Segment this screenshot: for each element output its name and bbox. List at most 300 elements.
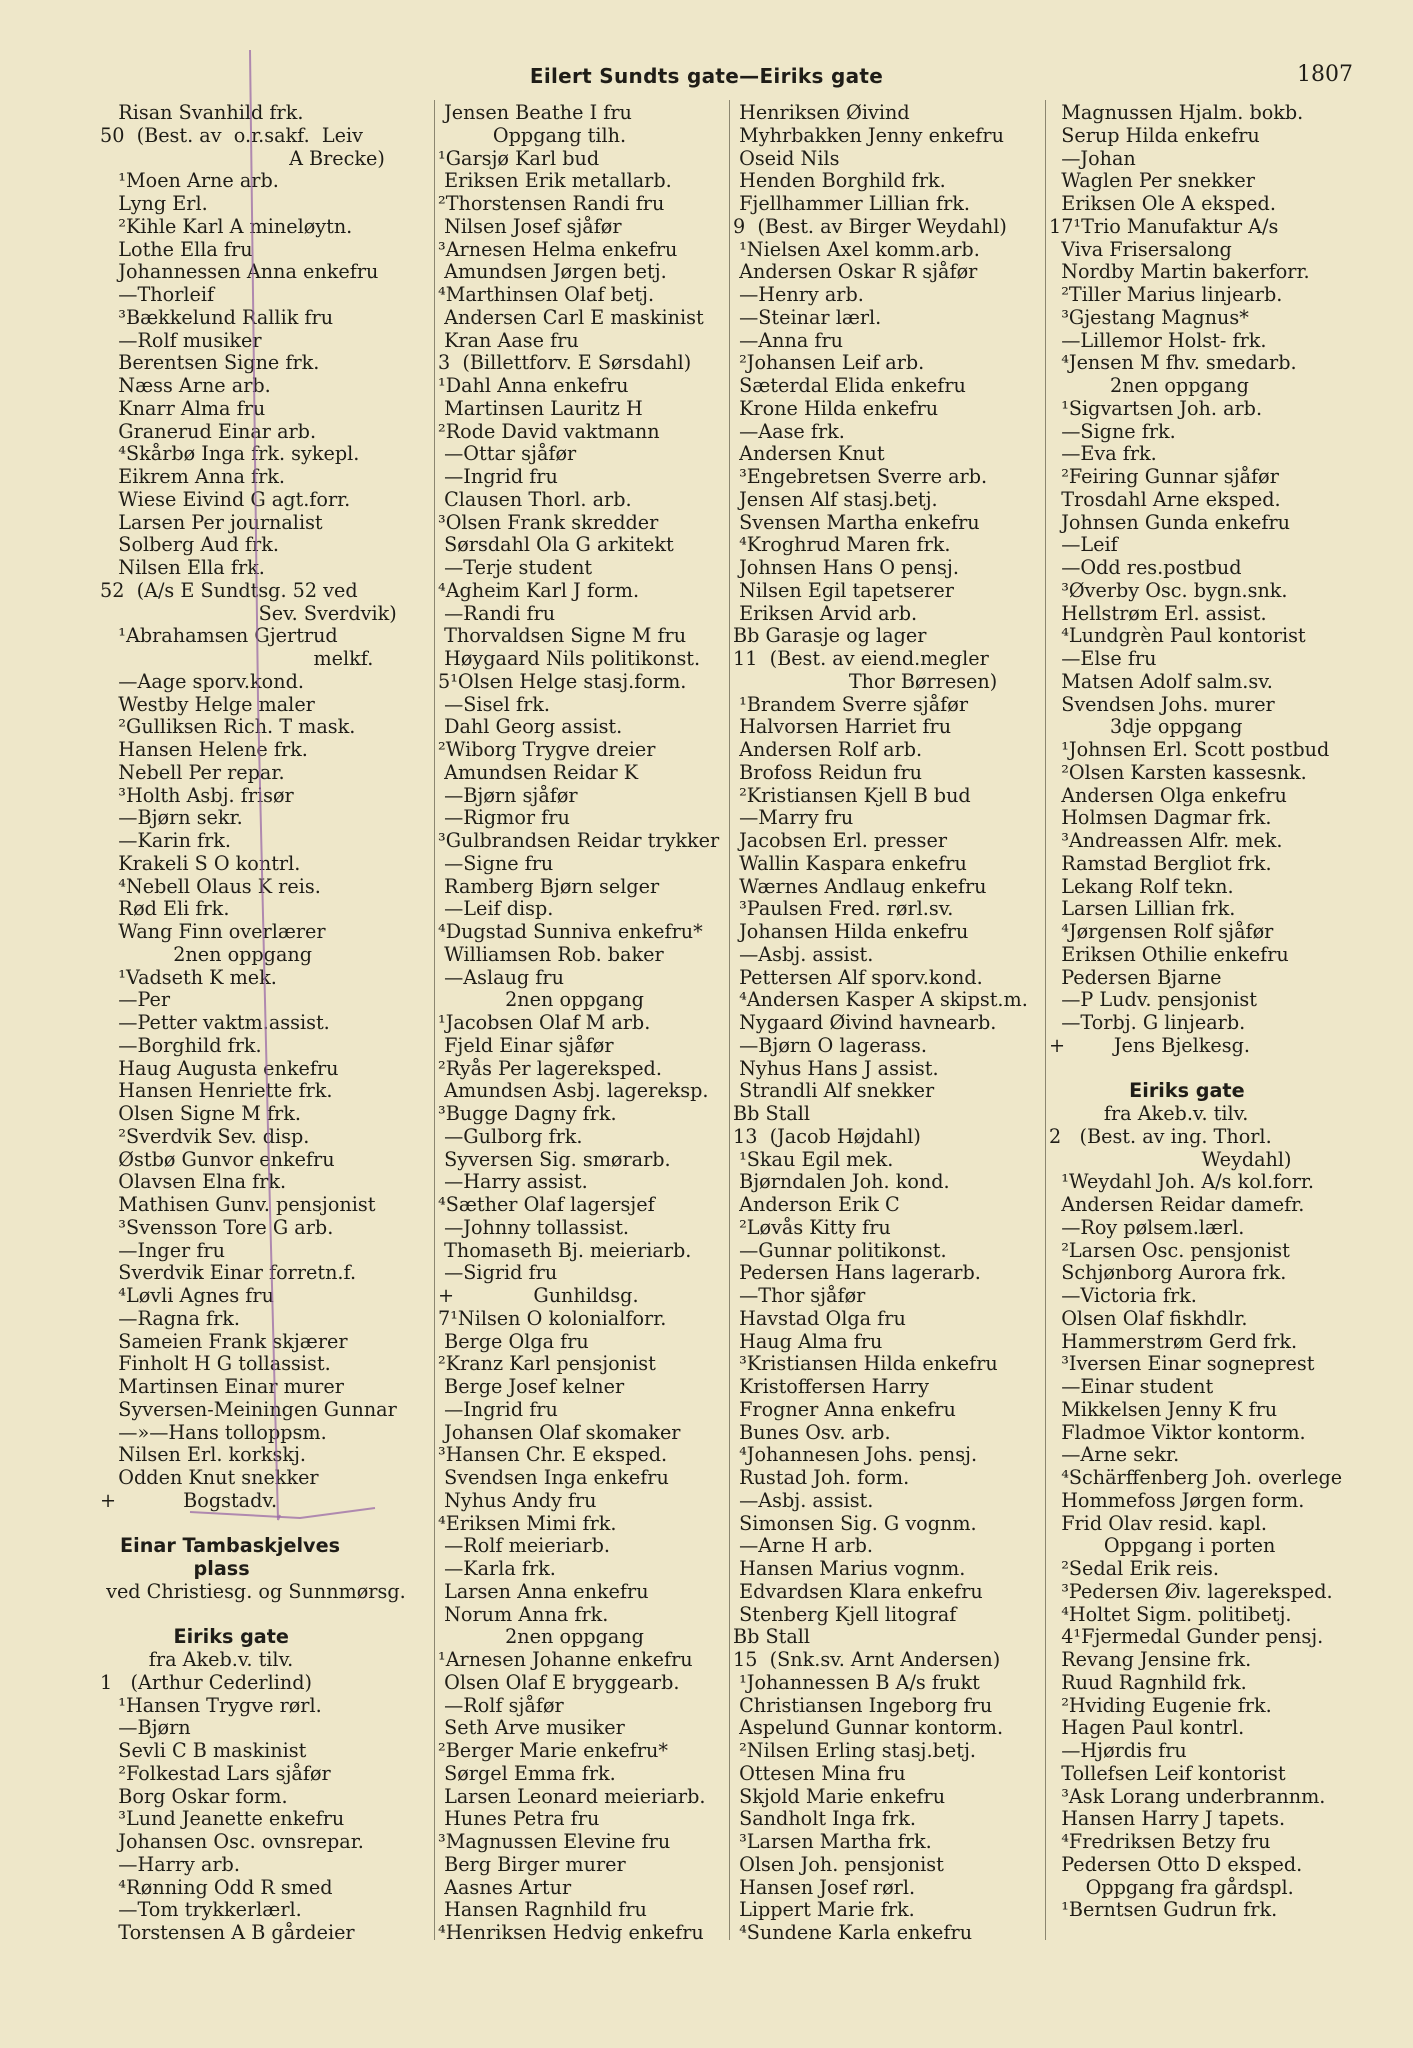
directory-line: Aasnes Artur [438,1875,572,1899]
directory-line: Eriksen Arvid arb. [733,601,918,625]
directory-line: ⁴Schärffenberg Joh. overlege [1049,1466,1343,1489]
directory-line: ²Rode David vaktmann [438,419,660,443]
directory-line: Thorvaldsen Signe M fru [438,624,687,648]
directory-line: ³Lund Jeanette enkefru [100,1807,345,1831]
directory-line: —Ragna frk. [100,1306,240,1330]
directory-line: A Brecke) [100,146,385,170]
directory-line: ³Andreassen Alfr. mek. [1049,829,1283,852]
directory-line: Wang Finn overlærer [100,920,326,943]
directory-line: Østbø Gunvor enkefru [100,1147,335,1171]
directory-line: —Signe fru [438,851,554,875]
directory-line: 3dje oppgang [1049,715,1243,739]
directory-line: ³Hansen Chr. E eksped. [438,1443,668,1467]
directory-line: —Terje student [438,556,593,579]
directory-line: Revang Jensine frk. [1049,1648,1252,1671]
directory-line: plass [100,1557,250,1580]
directory-line: —Harry arb. [100,1852,240,1876]
directory-line: 2nen oppgang [100,942,313,966]
directory-line: Hagen Paul kontrl. [1049,1716,1245,1740]
directory-line: —Gunnar politikonst. [733,1238,947,1262]
directory-line: ⁴Nebell Olaus K reis. [100,874,321,898]
directory-line: Myhrbakken Jenny enkefru [733,123,1004,147]
directory-line: Magnussen Hjalm. bokb. [1049,101,1304,124]
directory-line: Viva Frisersalong [1049,237,1232,261]
directory-line: ¹Weydahl Joh. A/s kol.forr. [1049,1170,1315,1194]
directory-line: Ramstad Bergliot frk. [1049,851,1272,875]
directory-line: Sørsdahl Ola G arkitekt [438,533,674,557]
directory-line: Henriksen Øivind [733,101,910,124]
directory-line: + Bogstadv. [100,1488,278,1512]
directory-line: Mikkelsen Jenny K fru [1049,1397,1278,1421]
directory-line: ³Magnussen Elevine fru [438,1830,671,1853]
directory-line: —Gulborg frk. [438,1124,583,1148]
directory-line: —Karla frk. [438,1557,556,1580]
directory-line: Wallin Kaspara enkefru [733,851,967,875]
directory-line: Kristoffersen Harry [733,1375,930,1398]
directory-line: ¹Berntsen Gudrun frk. [1049,1898,1278,1922]
directory-line: 52 (A/s E Sundtsg. 52 ved [100,578,358,602]
directory-line: Johnsen Gunda enkefru [1049,510,1291,534]
directory-line: Rød Eli frk. [100,897,230,921]
directory-line: —Else fru [1049,647,1157,670]
directory-line: Andersen Rolf arb. [733,738,923,761]
directory-line: ⁴Holtet Sigm. politibetj. [1049,1602,1292,1626]
directory-line: 17¹Trio Manufaktur A/s [1049,214,1279,238]
directory-line: Olavsen Elna frk. [100,1170,287,1194]
directory-line: ²Gulliksen Rich. T mask. [100,715,356,739]
directory-line: Fladmoe Viktor kontorm. [1049,1420,1306,1444]
directory-line: Thor Børresen) [733,669,998,693]
directory-line: —Einar student [1049,1375,1214,1398]
directory-line: Fjeld Einar sjåfør [438,1033,614,1057]
directory-line: —Rigmor fru [438,806,570,830]
directory-line: ³Olsen Frank skredder [438,510,659,534]
directory-line: —Rolf sjåfør [438,1693,564,1717]
directory-line: Bb Garasje og lager [733,624,927,648]
directory-line: —Per [100,988,171,1012]
directory-line: Amundsen Reidar K [438,760,639,784]
directory-line: Eriksen Othilie enkefru [1049,942,1289,966]
directory-line: Hellstrøm Erl. assist. [1049,601,1267,625]
directory-line: ¹Jacobsen Olaf M arb. [438,1011,651,1034]
directory-line: Nyhus Hans J assist. [733,1056,939,1080]
directory-line [100,1513,430,1536]
directory-line: ³Kristiansen Hilda enkefru [733,1352,998,1376]
directory-line: ⁴Andersen Kasper A skipst.m. [733,988,1028,1012]
directory-line: Nygaard Øivind havnearb. [733,1011,997,1034]
directory-line: ¹Dahl Anna enkefru [438,374,629,397]
directory-line: Jacobsen Erl. presser [733,829,948,852]
directory-line: —Bjørn [100,1716,191,1740]
directory-line: ¹Johannessen B A/s frukt [733,1670,980,1694]
directory-line: Borg Oskar form. [100,1784,288,1808]
directory-line: Bb Stall [733,1625,811,1649]
directory-line: Eikrem Anna frk. [100,465,285,488]
directory-line: Weydahl) [1049,1147,1292,1171]
directory-line: Amundsen Jørgen betj. [438,260,667,284]
directory-line: Bjørndalen Joh. kond. [733,1170,950,1194]
directory-line: Haug Augusta enkefru [100,1056,339,1080]
directory-line: Christiansen Ingeborg fru [733,1693,993,1717]
directory-line: ⁴Johannesen Johs. pensj. [733,1443,978,1467]
directory-line: —Leif disp. [438,897,554,921]
directory-line: ⁴Dugstad Sunniva enkefru* [438,920,703,943]
directory-line: Eiriks gate [100,1625,289,1649]
directory-line: Sameien Frank skjærer [100,1329,348,1353]
column-divider [729,100,730,1940]
directory-line: Bb Stall [733,1102,811,1125]
directory-line: Andersen Olga enkefru [1049,783,1287,807]
directory-line: —Inger fru [100,1238,225,1262]
directory-line: ⁴Lundgrèn Paul kontorist [1049,624,1306,648]
directory-line: Oppgang i porten [1049,1534,1276,1558]
directory-line: Solberg Aud frk. [100,533,279,557]
directory-line: Seth Arve musiker [438,1716,625,1740]
directory-line: —Signe frk. [1049,419,1176,443]
page-title: Eilert Sundts gate—Eiriks gate [529,64,884,88]
directory-line: Hommefoss Jørgen form. [1049,1488,1305,1512]
directory-line: Høygaard Nils politikonst. [438,647,701,670]
directory-line: ⁴Marthinsen Olaf betj. [438,283,655,306]
directory-line: Stenberg Kjell litograf [733,1602,957,1626]
directory-line: 15 (Snk.sv. Arnt Andersen) [733,1648,1001,1671]
directory-line: ³Gjestang Magnus* [1049,305,1249,329]
directory-line: Hansen Henriette frk. [100,1079,333,1103]
directory-line: Martinsen Einar murer [100,1375,344,1398]
directory-line: ¹Johnsen Erl. Scott postbud [1049,738,1330,761]
directory-line: Nilsen Josef sjåfør [438,214,622,238]
directory-line: 4¹Fjermedal Gunder pensj. [1049,1625,1324,1649]
directory-line: —Ottar sjåfør [438,442,577,466]
directory-line: Svensen Martha enkefru [733,510,980,534]
directory-line: Olsen Joh. pensjonist [733,1852,944,1876]
directory-line: Johnsen Hans O pensj. [733,556,959,579]
directory-line: Ottesen Mina fru [733,1761,906,1785]
column-3 [733,102,1043,1945]
directory-line: ⁴Løvli Agnes fru [100,1284,274,1307]
directory-line: Eriksen Ole A eksped. [1049,192,1276,215]
directory-line: ²Nilsen Erling stasj.betj. [733,1739,976,1762]
directory-line: —Aase frk. [733,419,845,443]
directory-line: Andersen Oskar R sjåfør [733,260,978,284]
directory-line: —Odd res.postbud [1049,556,1242,579]
directory-line: ²Ryås Per lagereksped. [438,1056,662,1080]
directory-line: —Rolf musiker [100,328,262,352]
directory-line: —Bjørn sjåfør [438,783,578,807]
directory-line: Jensen Alf stasj.betj. [733,487,938,511]
directory-line: Pedersen Bjarne [1049,965,1222,989]
directory-line: Norum Anna frk. [438,1602,609,1626]
directory-line: 1 (Arthur Cederlind) [100,1670,312,1694]
directory-line: Serup Hilda enkefru [1049,123,1260,147]
directory-line: —Harry assist. [438,1170,588,1194]
directory-line: ³Svensson Tore G arb. [100,1215,334,1239]
column-1 [100,102,430,1945]
directory-line: Sæterdal Elida enkefru [733,374,966,397]
directory-line: —Aage sporv.kond. [100,669,304,693]
directory-line: Syversen-Meiningen Gunnar [100,1397,397,1421]
directory-line: ⁴Kroghrud Maren frk. [733,533,951,557]
directory-line: Eriksen Erik metallarb. [438,169,672,193]
directory-line: —Karin frk. [100,829,232,852]
directory-line: Nordby Martin bakerforr. [1049,260,1310,284]
directory-line: Sevli C B maskinist [100,1739,307,1762]
directory-line: ³Bugge Dagny frk. [438,1102,617,1125]
directory-line: Aspelund Gunnar kontorm. [733,1716,1004,1740]
directory-line: ²Olsen Karsten kassesnk. [1049,760,1307,784]
directory-line: Larsen Per journalist [100,510,323,534]
directory-line: Halvorsen Harriet fru [733,715,952,739]
directory-line: —Ingrid fru [438,465,558,488]
directory-line: Nyhus Andy fru [438,1488,597,1512]
directory-line: ²Feiring Gunnar sjåfør [1049,465,1279,488]
directory-line: —Arne H arb. [733,1534,873,1558]
directory-line: Johansen Hilda enkefru [733,920,969,943]
directory-line: ¹Moen Arne arb. [100,169,279,193]
directory-line: Edvardsen Klara enkefru [733,1579,983,1603]
directory-line: Torstensen A B gårdeier [100,1921,355,1944]
directory-line: ²Kihle Karl A mineløytn. [100,214,353,238]
directory-line: ¹Vadseth K mek. [100,965,277,989]
directory-line: ¹Nielsen Axel komm.arb. [733,237,980,261]
directory-line: Svendsen Johs. murer [1049,692,1275,716]
directory-line: ³Pedersen Øiv. lagereksped. [1049,1579,1333,1603]
directory-line: Larsen Lillian frk. [1049,897,1236,921]
directory-line: ¹Hansen Trygve rørl. [100,1693,322,1717]
directory-line: Olsen Olaf fiskhdlr. [1049,1306,1248,1330]
directory-line: Ramberg Bjørn selger [438,874,660,898]
directory-line: Knarr Alma fru [100,396,266,420]
directory-line: Hansen Marius vognm. [733,1557,966,1580]
directory-line: ³Holth Asbj. frisør [100,783,294,807]
directory-line: —Petter vaktm.assist. [100,1011,330,1034]
directory-line: Nilsen Egil tapetserer [733,578,954,602]
directory-line: Havstad Olga fru [733,1306,906,1330]
directory-line: —Bjørn sekr. [100,806,243,830]
directory-line: —Steinar lærl. [733,305,882,329]
directory-line: —Ingrid fru [438,1397,558,1421]
directory-line: Hansen Helene frk. [100,738,308,761]
directory-line: ²Hviding Eugenie frk. [1049,1693,1272,1717]
directory-line: Johannessen Anna enkefru [100,260,379,284]
directory-line: Westby Helge maler [100,692,315,716]
directory-line: Wiese Eivind G agt.forr. [100,487,351,511]
directory-line: Krone Hilda enkefru [733,396,939,420]
directory-line: Bunes Osv. arb. [733,1420,891,1444]
directory-line: —P Ludv. pensjonist [1049,988,1257,1012]
directory-line: Oppgang fra gårdspl. [1049,1875,1294,1899]
directory-line: Tollefsen Leif kontorist [1049,1761,1286,1785]
directory-line: Kran Aase fru [438,328,579,352]
directory-line: Simonsen Sig. G vognm. [733,1511,977,1535]
directory-line: ²Berger Marie enkefru* [438,1739,668,1762]
directory-line: ³Arnesen Helma enkefru [438,237,678,261]
directory-line: Frogner Anna enkefru [733,1397,956,1421]
directory-line: ⁴Sæther Olaf lagersjef [438,1193,655,1216]
directory-line: Lekang Rolf tekn. [1049,874,1234,898]
directory-line: Lippert Marie frk. [733,1898,915,1922]
directory-line: Hansen Ragnhild fru [438,1898,647,1922]
directory-line: Amundsen Asbj. lagereksp. [438,1079,709,1103]
directory-line: Williamsen Rob. baker [438,942,664,966]
directory-line: melkf. [100,647,374,670]
directory-line: 11 (Best. av eiend.megler [733,647,989,670]
directory-line: Holmsen Dagmar frk. [1049,806,1272,830]
directory-line: Strandli Alf snekker [733,1079,935,1103]
directory-line: 5¹Olsen Helge stasj.form. [438,669,687,693]
directory-line: Berge Olga fru [438,1329,589,1353]
directory-line: Granerud Einar arb. [100,419,317,443]
directory-line: Lothe Ella fru [100,237,253,261]
directory-line: ved Christiesg. og Sunnmørsg. [100,1579,406,1603]
directory-line: Nebell Per repar. [100,760,285,784]
directory-line: ²Kristiansen Kjell B bud [733,783,971,807]
directory-line: Sandholt Inga frk. [733,1807,916,1831]
directory-line: Risan Svanhild frk. [100,101,304,124]
directory-line: Finholt H G tollassist. [100,1352,331,1376]
directory-line: Trosdahl Arne eksped. [1049,487,1281,511]
directory-line: —»—Hans tolloppsm. [100,1420,327,1444]
directory-line: ³Gulbrandsen Reidar trykker [438,829,720,852]
directory-line: Wærnes Andlaug enkefru [733,874,987,898]
directory-line: ³Iversen Einar sogneprest [1049,1352,1315,1376]
directory-line: ⁴Eriksen Mimi frk. [438,1511,617,1535]
directory-line: Svendsen Inga enkefru [438,1466,669,1489]
directory-line: Nilsen Ella frk. [100,556,265,579]
directory-line: Andersen Carl E maskinist [438,305,704,329]
directory-line: —Marry fru [733,806,854,830]
directory-line: —Borghild frk. [100,1033,262,1057]
directory-line: Einar Tambaskjelves [100,1534,341,1558]
directory-line: Larsen Anna enkefru [438,1579,649,1603]
directory-line: Larsen Leonard meieriarb. [438,1784,706,1808]
directory-line: Berge Josef kelner [438,1375,625,1398]
directory-line: Anderson Erik C [733,1193,900,1216]
directory-line: 7¹Nilsen O kolonialforr. [438,1306,667,1330]
directory-line: Rustad Joh. form. [733,1466,910,1489]
directory-line: 9 (Best. av Birger Weydahl) [733,214,1007,238]
directory-line: Thomaseth Bj. meieriarb. [438,1238,692,1262]
directory-line: —Aslaug fru [438,965,564,989]
directory-line: ⁴Fredriksen Betzy fru [1049,1830,1271,1853]
directory-line: —Henry arb. [733,283,864,306]
directory-line: —Randi fru [438,601,556,625]
directory-line: Fjellhammer Lillian frk. [733,192,970,215]
directory-line: Johansen Osc. ovnsrepar. [100,1830,364,1853]
directory-line: ²Thorstensen Randi fru [438,192,665,215]
directory-line: + Jens Bjelkesg. [1049,1033,1250,1057]
directory-line: Oppgang tilh. [438,123,627,147]
directory-line: Odden Knut snekker [100,1466,319,1489]
directory-line: Schjønborg Aurora frk. [1049,1261,1287,1285]
directory-line: Frid Olav resid. kapl. [1049,1511,1268,1535]
directory-line: —Hjørdis fru [1049,1739,1187,1762]
directory-line: 2nen oppgang [438,1625,644,1649]
page-header [0,62,1413,102]
directory-line: Oseid Nils [733,146,840,170]
directory-line: 13 (Jacob Højdahl) [733,1124,921,1148]
directory-line: Henden Borghild frk. [733,169,946,193]
directory-line: ²Sedal Erik reis. [1049,1557,1219,1580]
directory-line: —Asbj. assist. [733,1488,874,1512]
directory-line: ²Wiborg Trygve dreier [438,738,656,761]
directory-line: Haug Alma fru [733,1329,883,1353]
directory-line: Lyng Erl. [100,192,208,215]
directory-line: —Torbj. G linjearb. [1049,1011,1246,1034]
directory-line: —Anna fru [733,328,844,352]
directory-line: + Gunhildsg. [438,1284,639,1307]
directory-line: ⁴Skårbø Inga frk. sykepl. [100,442,360,466]
directory-line: Mathisen Gunv. pensjonist [100,1193,376,1216]
directory-line: Hunes Petra fru [438,1807,600,1831]
directory-line: Pedersen Otto D eksped. [1049,1852,1303,1876]
directory-line: Sørgel Emma frk. [438,1761,616,1785]
directory-line: Martinsen Lauritz H [438,396,643,420]
directory-line: Næss Arne arb. [100,374,271,397]
directory-line: —Asbj. assist. [733,942,874,966]
directory-line: —Eva frk. [1049,442,1157,466]
directory-line: ⁴Henriksen Hedvig enkefru [438,1921,704,1944]
directory-line: ⁴Sundene Karla enkefru [733,1921,973,1944]
directory-line: ²Folkestad Lars sjåfør [100,1761,331,1785]
directory-line: ¹Abrahamsen Gjertrud [100,624,338,648]
directory-line: Andersen Knut [733,442,885,466]
directory-line: —Johnny tollassist. [438,1215,630,1239]
directory-line: ²Løvås Kitty fru [733,1215,891,1239]
directory-line: Eiriks gate [1049,1079,1245,1103]
directory-line: Ruud Ragnhild frk. [1049,1670,1247,1694]
directory-line: Hansen Josef rørl. [733,1875,916,1899]
directory-line: —Rolf meieriarb. [438,1534,610,1558]
directory-line: Syversen Sig. smørarb. [438,1147,671,1171]
directory-line: Pedersen Hans lagerarb. [733,1261,981,1285]
directory-line: Olsen Olaf E bryggearb. [438,1670,680,1694]
directory-line: 2 (Best. av ing. Thorl. [1049,1124,1272,1148]
directory-line: ³Larsen Martha frk. [733,1830,932,1853]
directory-line: Brofoss Reidun fru [733,760,923,784]
directory-line: Sev. Sverdvik) [100,601,397,625]
directory-line: ³Engebretsen Sverre arb. [733,465,988,488]
directory-line: ⁴Agheim Karl J form. [438,578,640,602]
directory-line: —Leif [1049,533,1118,557]
directory-line: fra Akeb.v. tilv. [1049,1102,1249,1125]
directory-line: Johansen Olaf skomaker [438,1420,681,1444]
directory-line: ⁴Jørgensen Rolf sjåfør [1049,920,1274,943]
directory-line [100,1604,430,1627]
directory-line: Jensen Beathe I fru [438,101,632,124]
directory-line: —Thorleif [100,283,215,306]
directory-line: Krakeli S O kontrl. [100,851,301,875]
directory-line: Nilsen Erl. korkskj. [100,1443,307,1467]
directory-line: —Sigrid fru [438,1261,558,1285]
directory-line: Skjold Marie enkefru [733,1784,946,1808]
directory-line: Berg Birger murer [438,1852,626,1876]
directory-line: Sverdvik Einar forretn.f. [100,1261,357,1285]
directory-line [1049,1058,1399,1081]
directory-line: —Lillemor Holst- frk. [1049,328,1267,352]
directory-line: Matsen Adolf salm.sv. [1049,669,1273,693]
directory-line: 2nen oppgang [1049,374,1249,397]
directory-line: ⁴Jensen M fhv. smedarb. [1049,351,1297,375]
directory-line: 2nen oppgang [438,988,644,1012]
directory-line: —Johan [1049,146,1136,170]
directory-line: ¹Garsjø Karl bud [438,146,600,170]
directory-line: —Arne sekr. [1049,1443,1180,1467]
directory-line: Waglen Per snekker [1049,169,1255,193]
directory-line: ²Tiller Marius linjearb. [1049,283,1283,306]
directory-line: ²Kranz Karl pensjonist [438,1352,656,1376]
directory-line: Olsen Signe M frk. [100,1102,301,1125]
